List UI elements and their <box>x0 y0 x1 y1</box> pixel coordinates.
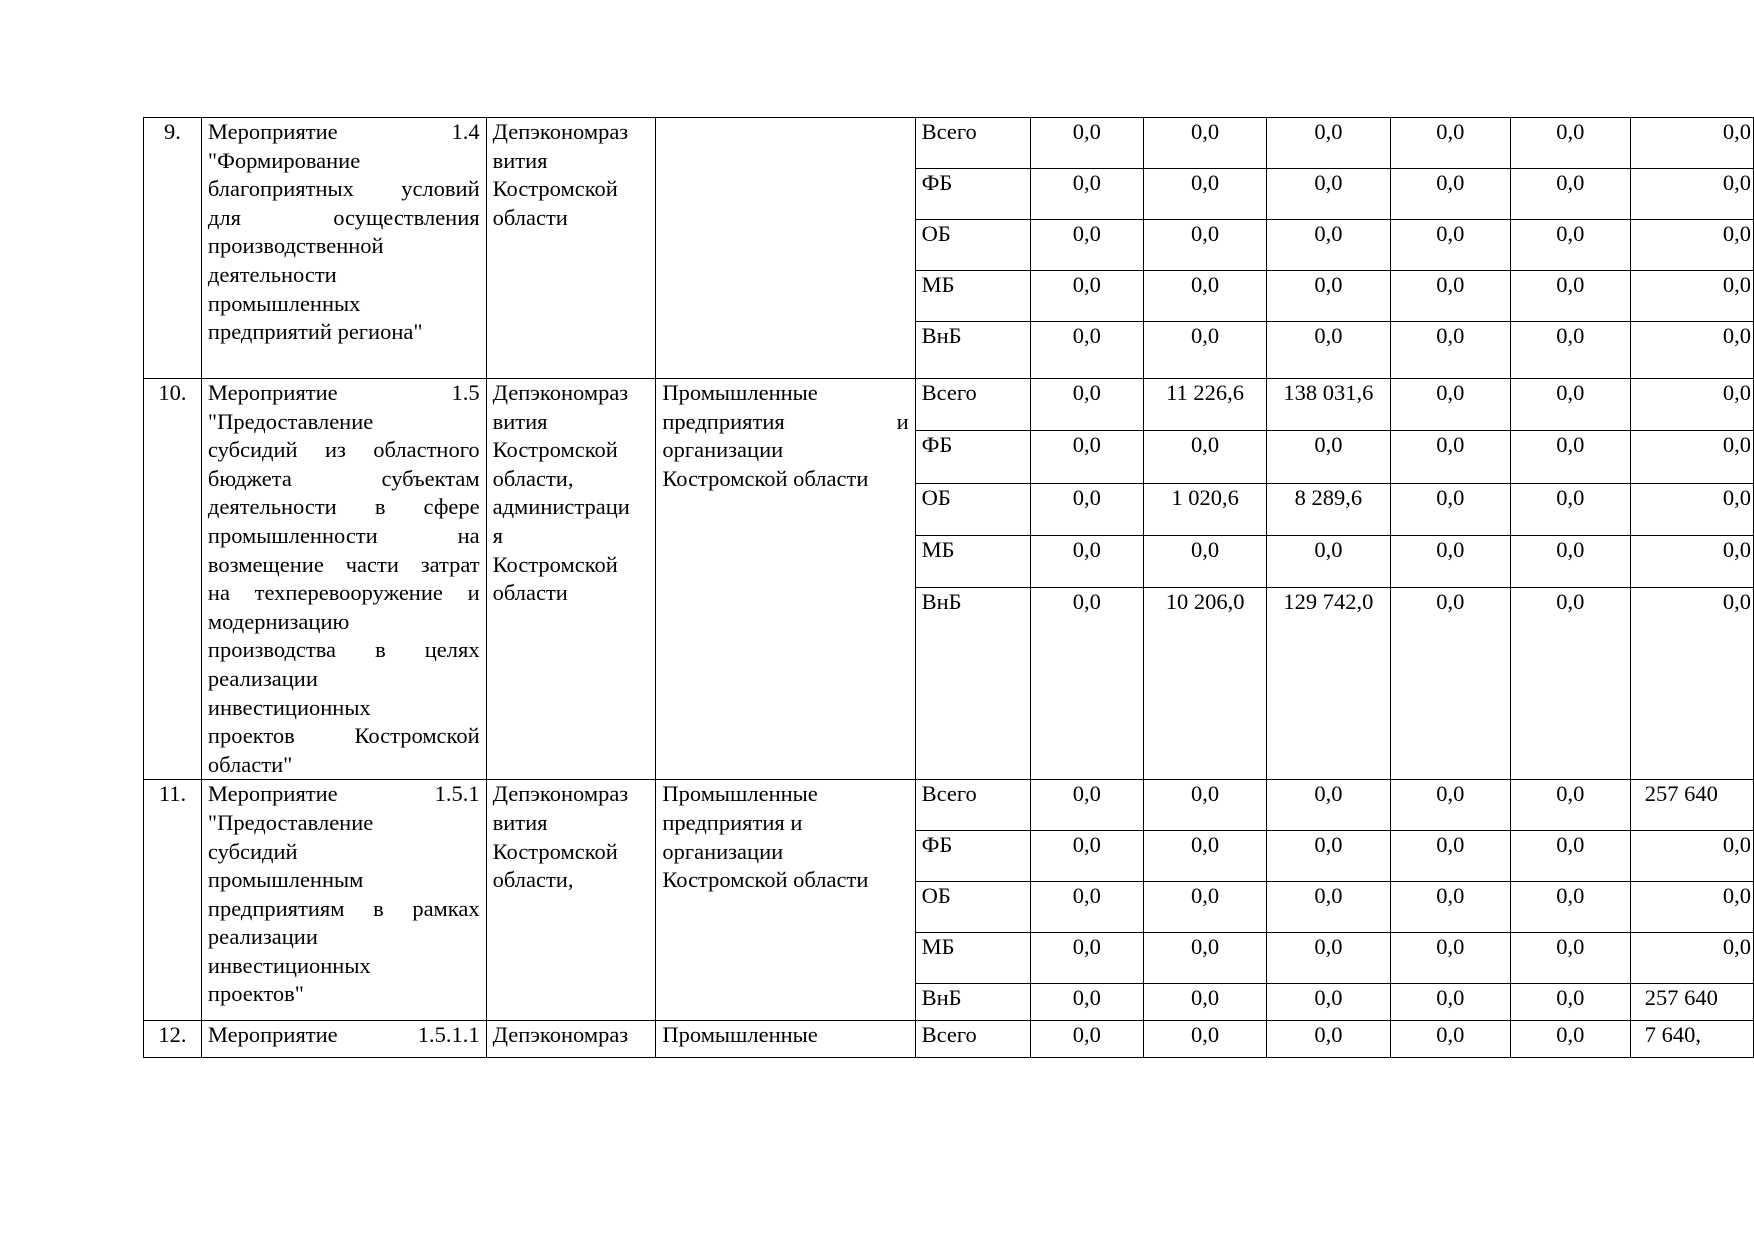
value-cell: 0,0 <box>1144 780 1267 831</box>
responsible-executor <box>486 780 656 1021</box>
value-cell: 0,0 <box>1630 118 1753 169</box>
value-cell: 0,0 <box>1144 322 1267 379</box>
value-cell: 0,0 <box>1267 933 1391 984</box>
value-cell: 0,0 <box>1390 322 1510 379</box>
value-cell: 7 640, <box>1630 1021 1753 1058</box>
value-cell: 0,0 <box>1510 588 1630 780</box>
value-cell: 0,0 <box>1267 984 1391 1021</box>
value-cell: 0,0 <box>1267 882 1391 933</box>
executor-line: области <box>492 580 568 606</box>
activity-title-line: реализации <box>207 924 318 950</box>
activity-title-line: промышленных <box>207 290 361 316</box>
value-cell: 138 031,6 <box>1267 379 1391 431</box>
value-cell: 1 020,6 <box>1144 483 1267 535</box>
activity-title-line: предприятиям в рамках <box>207 895 480 921</box>
value-cell: 0,0 <box>1030 118 1143 169</box>
value-cell: 0,0 <box>1144 169 1267 220</box>
funding-source: ОБ <box>915 483 1030 535</box>
activity-title-line: реализации <box>207 665 318 691</box>
activity-title-line: Мероприятие 1.5 <box>207 380 480 405</box>
activity-title-line: благоприятных условий <box>207 176 480 202</box>
value-cell: 0,0 <box>1144 118 1267 169</box>
value-cell: 0,0 <box>1267 831 1391 882</box>
activity-title-line: "Предоставление <box>207 809 374 835</box>
funding-source: МБ <box>915 271 1030 322</box>
executor-line: Депэкономраз <box>492 1022 629 1048</box>
executor-line: вития <box>492 408 548 434</box>
value-cell: 0,0 <box>1510 882 1630 933</box>
participant-line: Промышленные <box>662 781 818 807</box>
value-cell: 0,0 <box>1630 431 1753 483</box>
executor-line: Костромской <box>492 838 618 864</box>
value-cell: 0,0 <box>1390 431 1510 483</box>
value-cell: 0,0 <box>1390 882 1510 933</box>
executor-line: вития <box>492 147 548 173</box>
participants <box>656 780 915 1021</box>
value-cell: 0,0 <box>1630 169 1753 220</box>
table-row <box>144 780 1754 831</box>
activity-title-line: предприятий региона" <box>207 319 423 345</box>
activity-title-line: на техперевооружение и <box>207 580 480 606</box>
value-cell: 0,0 <box>1510 220 1630 271</box>
value-cell: 257 640 <box>1630 984 1753 1021</box>
value-cell: 0,0 <box>1030 379 1143 431</box>
funding-source: МБ <box>915 536 1030 588</box>
value-cell: 0,0 <box>1267 322 1391 379</box>
activity-title-line: производства в целях <box>207 637 480 663</box>
value-cell: 0,0 <box>1510 1021 1630 1058</box>
value-cell: 0,0 <box>1630 379 1753 431</box>
participant-line: организации <box>662 437 784 463</box>
value-cell: 0,0 <box>1510 780 1630 831</box>
participant-line: предприятия и <box>662 408 909 434</box>
value-cell: 0,0 <box>1390 984 1510 1021</box>
row-number: 9. <box>144 118 202 379</box>
funding-source: ВнБ <box>915 322 1030 379</box>
activity-description <box>201 780 486 1021</box>
executor-line: области <box>492 204 568 230</box>
value-cell: 0,0 <box>1030 984 1143 1021</box>
funding-source: ВнБ <box>915 984 1030 1021</box>
participant-line: организации <box>662 838 784 864</box>
participants <box>656 379 915 780</box>
executor-line: администраци <box>492 494 630 520</box>
value-cell: 0,0 <box>1630 220 1753 271</box>
activity-title-line: субсидий <box>207 838 298 864</box>
value-cell: 8 289,6 <box>1267 483 1391 535</box>
value-cell: 0,0 <box>1390 831 1510 882</box>
executor-line: Депэкономраз <box>492 380 629 405</box>
activity-title-line: модернизацию <box>207 608 350 634</box>
funding-source: Всего <box>915 379 1030 431</box>
row-number: 11. <box>144 780 202 1021</box>
value-cell: 0,0 <box>1630 933 1753 984</box>
activity-title-line: инвестиционных <box>207 952 371 978</box>
value-cell: 0,0 <box>1510 271 1630 322</box>
value-cell: 0,0 <box>1030 169 1143 220</box>
value-cell: 0,0 <box>1267 169 1391 220</box>
value-cell: 0,0 <box>1030 431 1143 483</box>
value-cell: 0,0 <box>1390 271 1510 322</box>
value-cell: 0,0 <box>1510 322 1630 379</box>
executor-line: Депэкономраз <box>492 781 629 807</box>
value-cell: 0,0 <box>1144 1021 1267 1058</box>
activity-title-line: Мероприятие 1.5.1.1 <box>207 1022 480 1048</box>
participant-line: Промышленные <box>662 380 818 405</box>
value-cell: 0,0 <box>1030 1021 1143 1058</box>
activity-title-line: "Формирование <box>207 147 361 173</box>
activity-title-line: Мероприятие 1.4 <box>207 119 480 144</box>
activity-title-line: производственной <box>207 233 384 259</box>
value-cell: 0,0 <box>1630 882 1753 933</box>
activity-title-line: возмещение части затрат <box>207 551 480 577</box>
value-cell: 0,0 <box>1030 933 1143 984</box>
activity-title-line: инвестиционных <box>207 694 371 720</box>
executor-line: Костромской <box>492 176 618 202</box>
value-cell: 0,0 <box>1030 220 1143 271</box>
value-cell: 129 742,0 <box>1267 588 1391 780</box>
funding-source: ФБ <box>915 831 1030 882</box>
program-activities-table <box>143 117 1754 1058</box>
value-cell: 0,0 <box>1144 882 1267 933</box>
activity-title-line: промышленным <box>207 867 364 893</box>
value-cell: 0,0 <box>1030 831 1143 882</box>
value-cell: 0,0 <box>1630 831 1753 882</box>
value-cell: 0,0 <box>1267 780 1391 831</box>
value-cell: 0,0 <box>1144 933 1267 984</box>
activity-title-line: проектов" <box>207 981 304 1007</box>
value-cell: 0,0 <box>1030 322 1143 379</box>
value-cell: 0,0 <box>1267 220 1391 271</box>
value-cell: 10 206,0 <box>1144 588 1267 780</box>
activity-description <box>201 1021 486 1058</box>
executor-line: вития <box>492 809 548 835</box>
table-row <box>144 118 1754 169</box>
executor-line: области, <box>492 465 574 491</box>
value-cell: 0,0 <box>1144 831 1267 882</box>
value-cell: 0,0 <box>1630 536 1753 588</box>
activity-title-line: "Предоставление <box>207 408 374 434</box>
funding-source: Всего <box>915 1021 1030 1058</box>
value-cell: 0,0 <box>1030 780 1143 831</box>
value-cell: 0,0 <box>1390 1021 1510 1058</box>
funding-source: МБ <box>915 933 1030 984</box>
value-cell: 0,0 <box>1030 588 1143 780</box>
value-cell: 0,0 <box>1630 271 1753 322</box>
value-cell: 11 226,6 <box>1144 379 1267 431</box>
activity-description <box>201 379 486 780</box>
participants <box>656 1021 915 1058</box>
value-cell: 0,0 <box>1510 483 1630 535</box>
value-cell: 0,0 <box>1510 933 1630 984</box>
row-number: 10. <box>144 379 202 780</box>
value-cell: 0,0 <box>1510 831 1630 882</box>
value-cell: 0,0 <box>1267 118 1391 169</box>
value-cell: 0,0 <box>1390 118 1510 169</box>
activity-title-line: деятельности в сфере <box>207 494 480 520</box>
value-cell: 0,0 <box>1630 588 1753 780</box>
responsible-executor <box>486 118 656 379</box>
value-cell: 0,0 <box>1510 118 1630 169</box>
value-cell: 0,0 <box>1030 882 1143 933</box>
funding-source: ВнБ <box>915 588 1030 780</box>
value-cell: 0,0 <box>1144 984 1267 1021</box>
value-cell: 0,0 <box>1390 169 1510 220</box>
value-cell: 0,0 <box>1390 379 1510 431</box>
value-cell: 0,0 <box>1267 271 1391 322</box>
activity-title-line: Мероприятие 1.5.1 <box>207 781 480 807</box>
value-cell: 257 640 <box>1630 780 1753 831</box>
funding-source: ФБ <box>915 169 1030 220</box>
value-cell: 0,0 <box>1510 379 1630 431</box>
activity-title-line: субсидий из областного <box>207 437 480 463</box>
value-cell: 0,0 <box>1390 588 1510 780</box>
value-cell: 0,0 <box>1390 220 1510 271</box>
activity-title-line: области" <box>207 751 293 777</box>
activity-title-line: промышленности на <box>207 522 480 548</box>
value-cell: 0,0 <box>1267 1021 1391 1058</box>
value-cell: 0,0 <box>1510 169 1630 220</box>
table-body <box>144 118 1754 1058</box>
responsible-executor <box>486 379 656 780</box>
value-cell: 0,0 <box>1030 271 1143 322</box>
value-cell: 0,0 <box>1030 536 1143 588</box>
funding-source: Всего <box>915 118 1030 169</box>
funding-source: ФБ <box>915 431 1030 483</box>
table-row <box>144 379 1754 431</box>
funding-source: ОБ <box>915 220 1030 271</box>
value-cell: 0,0 <box>1267 536 1391 588</box>
value-cell: 0,0 <box>1144 220 1267 271</box>
activity-title-line: деятельности <box>207 261 337 287</box>
value-cell: 0,0 <box>1390 536 1510 588</box>
value-cell: 0,0 <box>1390 483 1510 535</box>
value-cell: 0,0 <box>1510 984 1630 1021</box>
participant-line: предприятия и <box>662 809 803 835</box>
value-cell: 0,0 <box>1144 431 1267 483</box>
executor-line: области, <box>492 867 574 893</box>
activity-title-line: для осуществления <box>207 204 480 230</box>
executor-line: Костромской <box>492 551 618 577</box>
funding-source: ОБ <box>915 882 1030 933</box>
value-cell: 0,0 <box>1510 431 1630 483</box>
responsible-executor <box>486 1021 656 1058</box>
activity-title-line: бюджета субъектам <box>207 465 480 491</box>
value-cell: 0,0 <box>1510 536 1630 588</box>
row-number: 12. <box>144 1021 202 1058</box>
activity-description <box>201 118 486 379</box>
value-cell: 0,0 <box>1630 483 1753 535</box>
funding-source: Всего <box>915 780 1030 831</box>
value-cell: 0,0 <box>1390 780 1510 831</box>
value-cell: 0,0 <box>1630 322 1753 379</box>
participant-line: Костромской области <box>662 867 869 893</box>
executor-line: Депэкономраз <box>492 119 629 144</box>
participant-line: Промышленные <box>662 1022 818 1048</box>
value-cell: 0,0 <box>1144 271 1267 322</box>
value-cell: 0,0 <box>1267 431 1391 483</box>
executor-line: я <box>492 522 503 548</box>
value-cell: 0,0 <box>1030 483 1143 535</box>
activity-title-line: проектов Костромской <box>207 723 480 749</box>
value-cell: 0,0 <box>1390 933 1510 984</box>
participants <box>656 118 915 379</box>
participant-line: Костромской области <box>662 465 869 491</box>
table-row <box>144 1021 1754 1058</box>
value-cell: 0,0 <box>1144 536 1267 588</box>
executor-line: Костромской <box>492 437 618 463</box>
